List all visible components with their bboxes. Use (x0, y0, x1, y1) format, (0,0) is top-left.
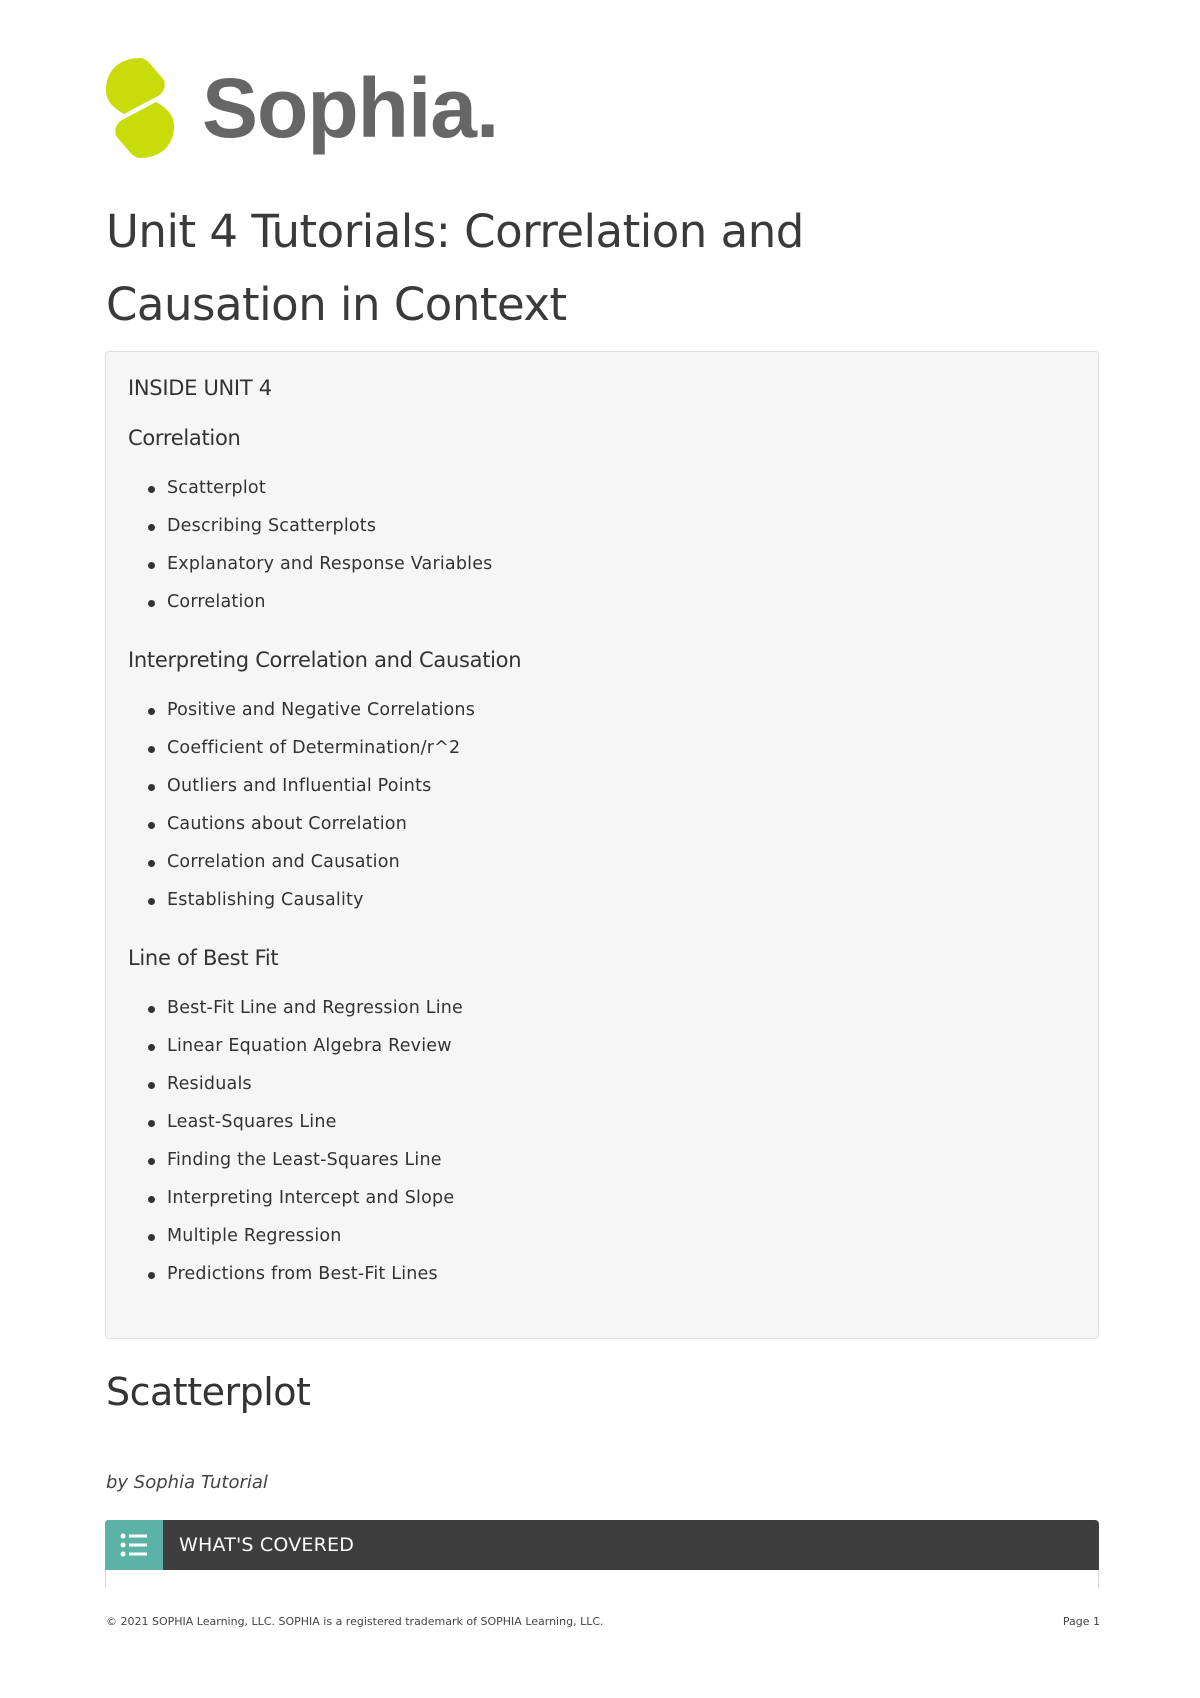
section-item-list (128, 474, 1028, 626)
inside-unit-heading: INSIDE UNIT 4 (128, 376, 272, 400)
list-item[interactable]: Explanatory and Response Variables (128, 550, 1028, 588)
whats-covered-header (105, 1520, 1099, 1570)
list-item[interactable]: Least-Squares Line (128, 1108, 1028, 1146)
whats-covered-body (105, 1570, 1099, 1588)
tutorial-title: Scatterplot (106, 1370, 311, 1414)
list-item[interactable]: Correlation and Causation (128, 848, 1028, 886)
section-item-list (128, 994, 1028, 1298)
list-item[interactable]: Best-Fit Line and Regression Line (128, 994, 1028, 1032)
page-title: Unit 4 Tutorials: Correlation and Causation in Context (106, 205, 804, 331)
section-title[interactable]: Line of Best Fit (128, 946, 279, 970)
section-title[interactable]: Correlation (128, 426, 241, 450)
section-item-list (128, 696, 1028, 924)
list-item[interactable]: Interpreting Intercept and Slope (128, 1184, 1028, 1222)
list-item[interactable]: Outliers and Influential Points (128, 772, 1028, 810)
list-item[interactable]: Predictions from Best-Fit Lines (128, 1260, 1028, 1298)
list-item[interactable]: Scatterplot (128, 474, 1028, 512)
list-item[interactable]: Linear Equation Algebra Review (128, 1032, 1028, 1070)
list-item[interactable]: Establishing Causality (128, 886, 1028, 924)
page-footer (106, 1615, 1100, 1628)
footer-copyright: © 2021 SOPHIA Learning, LLC. SOPHIA is a registered trademark of SOPHIA Learning, LLC. (106, 1615, 604, 1628)
section-line-of-best-fit (128, 944, 1028, 1298)
footer-page-number: Page 1 (1062, 1615, 1100, 1628)
list-item[interactable]: Residuals (128, 1070, 1028, 1108)
sophia-logo (104, 56, 498, 160)
whats-covered-label: WHAT'S COVERED (179, 1534, 355, 1556)
list-item[interactable]: Coefficient of Determination/r^2 (128, 734, 1028, 772)
tutorial-byline: by Sophia Tutorial (106, 1472, 268, 1493)
list-item[interactable]: Cautions about Correlation (128, 810, 1028, 848)
section-interpreting-correlation (128, 646, 1028, 924)
list-item[interactable]: Multiple Regression (128, 1222, 1028, 1260)
list-item[interactable]: Positive and Negative Correlations (128, 696, 1028, 734)
list-icon (105, 1520, 163, 1570)
section-correlation (128, 424, 1028, 626)
sophia-logo-mark-icon (104, 56, 176, 160)
section-title[interactable]: Interpreting Correlation and Causation (128, 648, 522, 672)
logo-wordmark: Sophia. (202, 61, 499, 155)
inside-unit-box (105, 351, 1099, 1339)
list-item[interactable]: Correlation (128, 588, 1028, 626)
list-item[interactable]: Describing Scatterplots (128, 512, 1028, 550)
list-item[interactable]: Finding the Least-Squares Line (128, 1146, 1028, 1184)
